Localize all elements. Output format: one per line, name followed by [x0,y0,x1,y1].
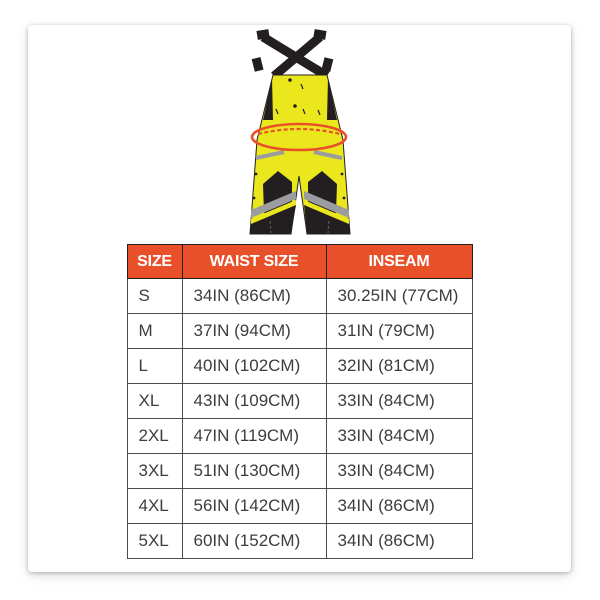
column-header-size: SIZE [127,245,182,279]
size-table-row [127,314,472,349]
cell-waist: 37IN (94CM) [182,314,326,349]
cell-waist: 40IN (102CM) [182,349,326,384]
cell-size: 5XL [127,524,182,559]
column-header-inseam: INSEAM [326,245,472,279]
cell-inseam: 32IN (81CM) [326,349,472,384]
size-chart-header-row [127,245,472,279]
size-table-row [127,419,472,454]
size-table-row [127,279,472,314]
column-header-waist: WAIST SIZE [182,245,326,279]
cell-inseam: 31IN (79CM) [326,314,472,349]
cell-size: 2XL [127,419,182,454]
size-chart-table [127,244,473,559]
cell-waist: 56IN (142CM) [182,489,326,524]
cell-inseam: 33IN (84CM) [326,454,472,489]
suspenders-icon [251,29,333,76]
size-table-row [127,489,472,524]
bib-overalls-illustration [230,28,370,240]
cell-inseam: 33IN (84CM) [326,419,472,454]
cell-waist: 43IN (109CM) [182,384,326,419]
size-table-row [127,384,472,419]
cell-size: 3XL [127,454,182,489]
cell-size: 4XL [127,489,182,524]
cell-waist: 47IN (119CM) [182,419,326,454]
product-figure [28,28,571,240]
size-table-row [127,524,472,559]
cell-waist: 60IN (152CM) [182,524,326,559]
size-chart-card [28,25,571,572]
size-table-row [127,454,472,489]
cell-waist: 51IN (130CM) [182,454,326,489]
cell-size: M [127,314,182,349]
cell-inseam: 34IN (86CM) [326,489,472,524]
cell-inseam: 33IN (84CM) [326,384,472,419]
cell-waist: 34IN (86CM) [182,279,326,314]
cell-size: XL [127,384,182,419]
cell-inseam: 34IN (86CM) [326,524,472,559]
overalls-body [250,75,350,234]
cell-inseam: 30.25IN (77CM) [326,279,472,314]
cell-size: L [127,349,182,384]
size-table-row [127,349,472,384]
cell-size: S [127,279,182,314]
size-table-body [127,279,472,559]
